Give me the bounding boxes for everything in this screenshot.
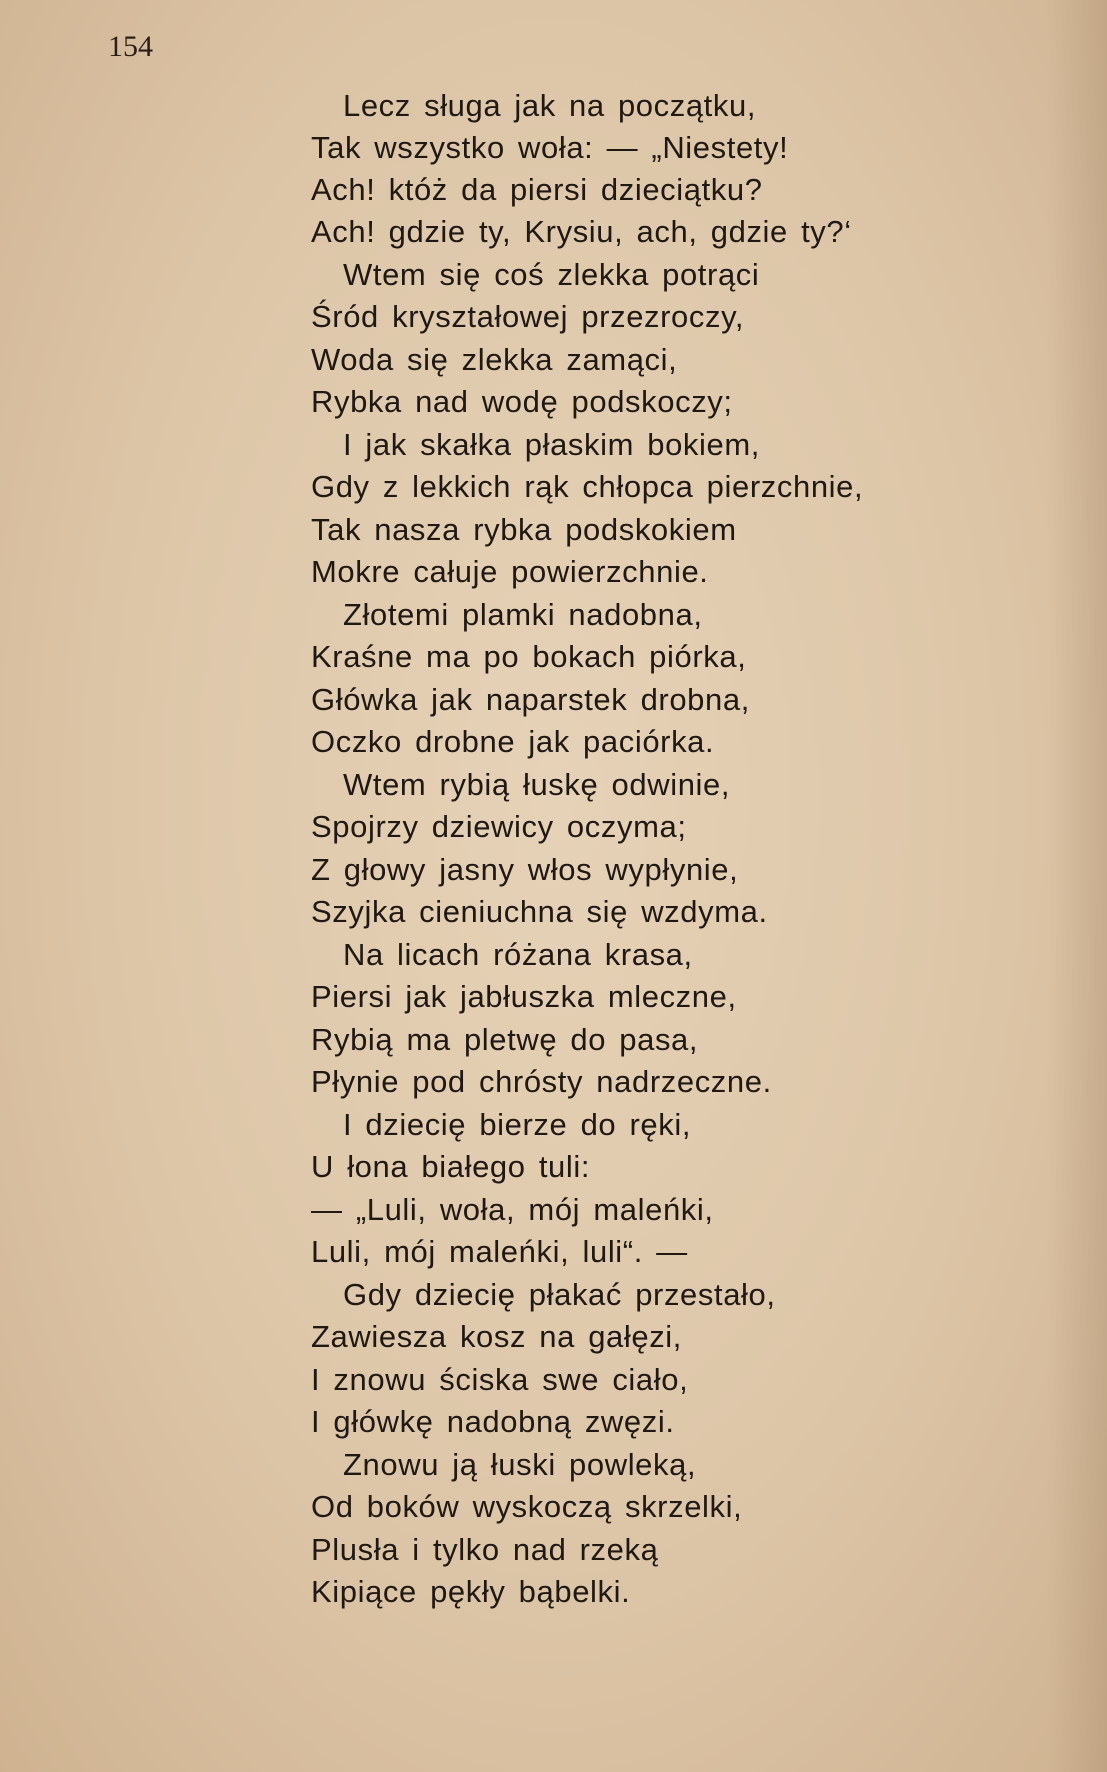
poem-line: Zawiesza kosz na gałęzi, [311, 1319, 683, 1354]
poem-line: Kipiące pękły bąbelki. [311, 1574, 631, 1609]
poem-line: Ach! gdzie ty, Krysiu, ach, gdzie ty?‘ [311, 214, 852, 249]
poem-line: Lecz sługa jak na początku, [343, 88, 757, 123]
poem-line: Tak wszystko woła: — „Niestety! [311, 130, 789, 165]
poem-line: Woda się zlekka zamąci, [311, 342, 678, 377]
poem-line: Rybka nad wodę podskoczy; [311, 384, 733, 419]
poem-line: Rybią ma pletwę do pasa, [311, 1022, 699, 1057]
poem-line: Spojrzy dziewicy oczyma; [311, 809, 687, 844]
poem-line: Szyjka cieniuchna się wzdyma. [311, 894, 768, 929]
poem-line: — „Luli, woła, mój maleńki, [311, 1192, 714, 1227]
poem-line: U łona białego tuli: [311, 1149, 591, 1184]
poem-line: Znowu ją łuski powleką, [343, 1447, 697, 1482]
poem-line: Mokre całuje powierzchnie. [311, 554, 709, 589]
poem-line: Płynie pod chrósty nadrzeczne. [311, 1064, 772, 1099]
poem-line: Piersi jak jabłuszka mleczne, [311, 979, 737, 1014]
poem-line: Wtem rybią łuskę odwinie, [343, 767, 731, 802]
poem-line: Na licach różana krasa, [343, 937, 693, 972]
poem-line: Luli, mój maleńki, luli“. — [311, 1234, 688, 1269]
poem-line: I znowu ściska swe ciało, [311, 1362, 689, 1397]
poem-line: Oczko drobne jak paciórka. [311, 724, 715, 759]
poem-line: Główka jak naparstek drobna, [311, 682, 750, 717]
poem-line: Ach! któż da piersi dzieciątku? [311, 172, 763, 207]
poem-line: Tak nasza rybka podskokiem [311, 512, 737, 547]
poem-line: I główkę nadobną zwęzi. [311, 1404, 675, 1439]
poem-line: Śród kryształowej przezroczy, [311, 299, 745, 334]
poem-line: I jak skałka płaskim bokiem, [343, 427, 760, 462]
poem-line: Gdy dziecię płakać przestało, [343, 1277, 776, 1312]
poem-line: Kraśne ma po bokach piórka, [311, 639, 747, 674]
poem-line: I dziecię bierze do ręki, [343, 1107, 692, 1142]
page-number: 154 [108, 30, 153, 63]
poem-line: Z głowy jasny włos wypłynie, [311, 852, 739, 887]
poem-line: Gdy z lekkich rąk chłopca pierzchnie, [311, 469, 864, 504]
poem-line: Wtem się coś zlekka potrąci [343, 257, 760, 292]
poem-line: Plusła i tylko nad rzeką [311, 1532, 659, 1567]
poem-line: Złotemi plamki nadobna, [343, 597, 703, 632]
poem-line: Od boków wyskoczą skrzelki, [311, 1489, 743, 1524]
